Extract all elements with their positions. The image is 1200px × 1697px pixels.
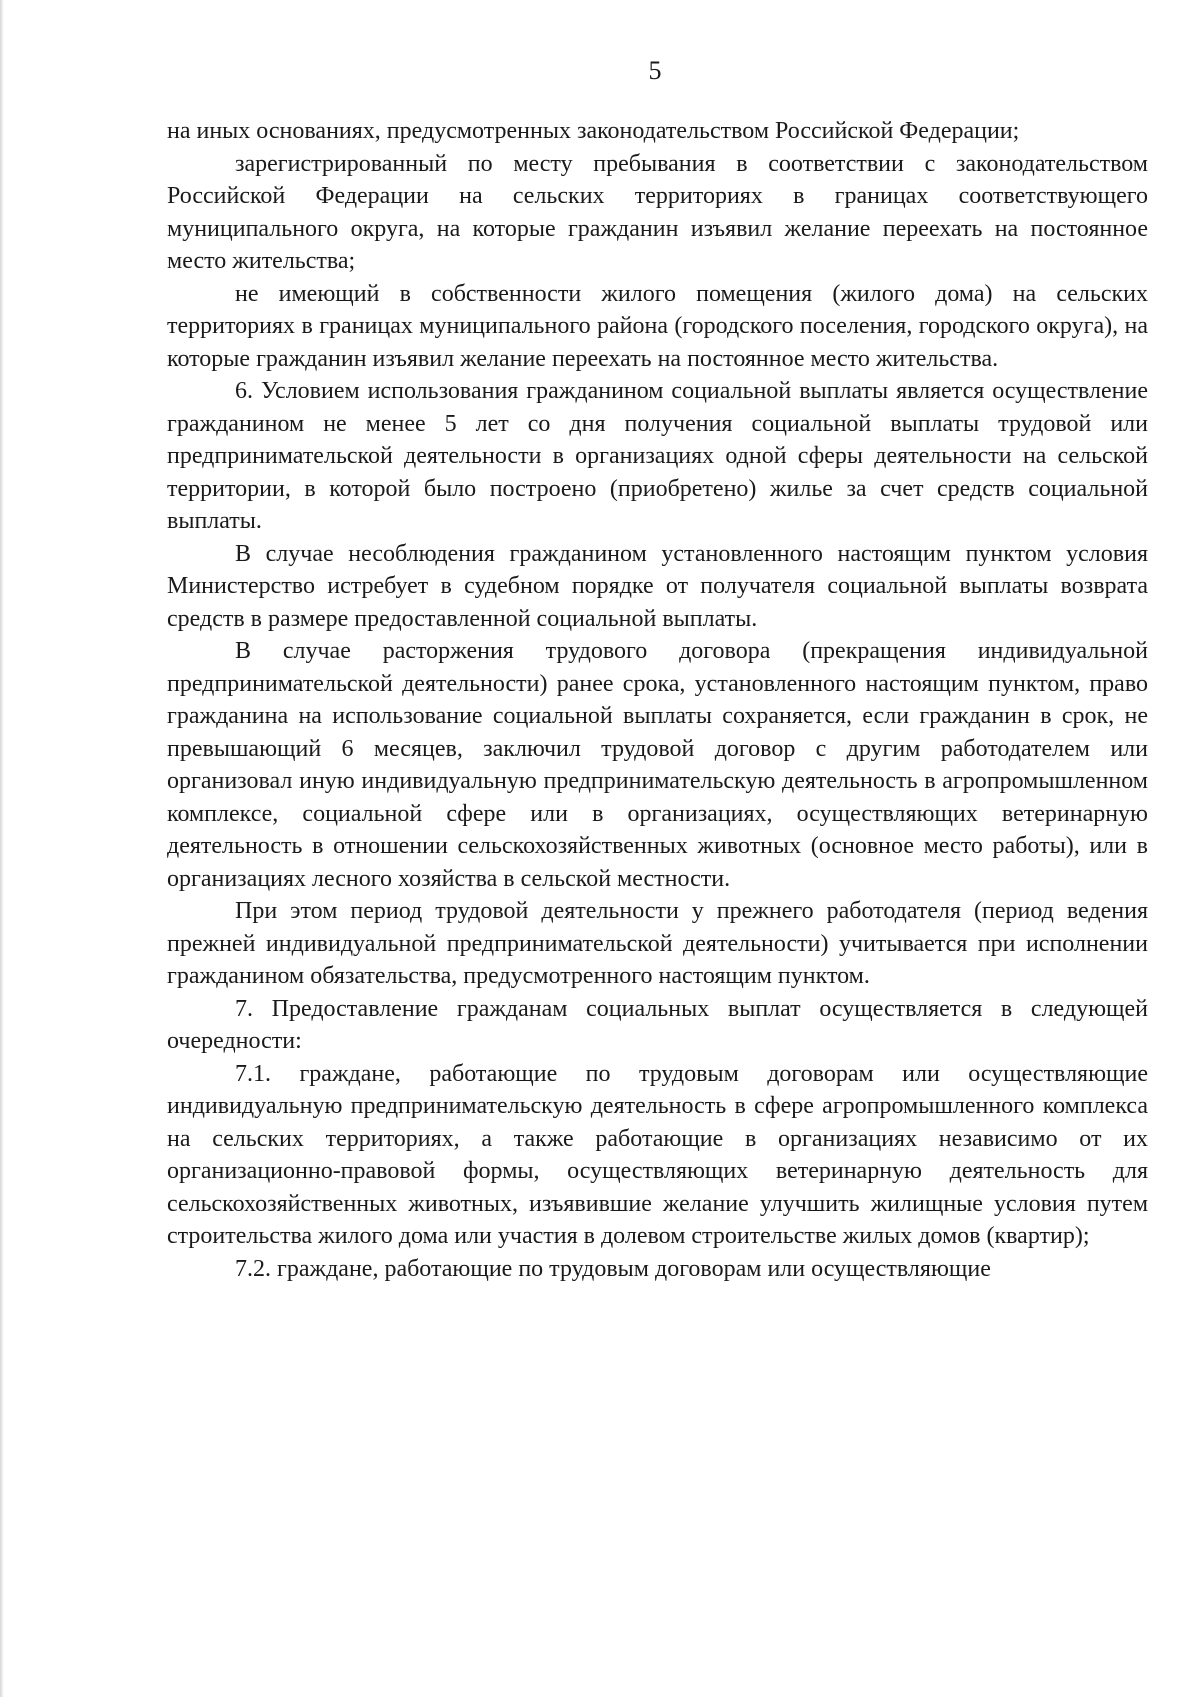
paragraph-previous-employment: При этом период трудовой деятельности у прежнего работодателя (период ведения прежней индивидуальной предпринимательской деятельности) учитывается при исполнении гражданином обязательства, предусмотренного настоящим пунктом.: [167, 898, 1148, 989]
paragraph-clause-7-2: 7.2. граждане, работающие по трудовым договорам или осуществляющие: [235, 1255, 991, 1282]
paragraph-clause-6: 6. Условием использования гражданином социальной выплаты является осуществление гражданином не менее 5 лет со дня получения социальной выплаты трудовой или предпринимательской деятельности в организациях одной сферы деятельности на сельской территории, в которой было построено (приобретено) жилье за счет средств социальной выплаты.: [167, 378, 1148, 534]
paragraph-continuation: на иных основаниях, предусмотренных законодательством Российской Федерации;: [167, 118, 1020, 144]
paragraph-non-compliance: В случае несоблюдения гражданином установленного настоящим пунктом условия Министерство истребует в судебном порядке от получателя социальной выплаты возврата средств в размере предоставленной социальной выплаты.: [167, 540, 1148, 632]
paragraph-contract-termination: В случае расторжения трудового договора (прекращения индивидуальной предпринимательской деятельности) ранее срока, установленного настоящим пунктом, право гражданина на использование социальной выплаты сохраняется, если гражданин в срок, не превышающий 6 месяцев, заключил трудовой договор с другим работодателем или организовал иную индивидуальную предпринимательскую деятельность в агропромышленном комплексе, социальной сфере или в организациях, осуществляющих ветеринарную деятельность в отношении сельскохозяйственных животных (основное место работы), или в организациях лесного хозяйства в сельской местности.: [167, 638, 1148, 892]
paragraph-clause-7: 7. Предоставление гражданам социальных выплат осуществляется в следующей очередности:: [167, 995, 1148, 1054]
paragraph-no-property: не имеющий в собственности жилого помещения (жилого дома) на сельских территориях в границах муниципального района (городского поселения, городского округа), на которые гражданин изъявил желание переехать на постоянное место жительства.: [167, 280, 1148, 372]
paragraph-clause-7-1: 7.1. граждане, работающие по трудовым договорам или осуществляющие индивидуальную предпринимательскую деятельность в сфере агропромышленного комплекса на сельских территориях, а также работающие в организациях независимо от их организационно-правовой формы, осуществляющих ветеринарную деятельность для сельскохозяйственных животных, изъявившие желание улучшить жилищные условия путем строительства жилого дома или участия в долевом строительстве жилых домов (квартир);: [167, 1060, 1148, 1249]
page-number: 5: [648, 56, 662, 85]
page-edge-shadow: [0, 0, 4, 1697]
paragraph-registered-stay: зарегистрированный по месту пребывания в соответствии с законодательством Российской Федерации на сельских территориях в границах соответствующего муниципального округа, на которые гражданин изъявил желание переехать на постоянное место жительства;: [167, 150, 1148, 274]
document-body: [167, 115, 1148, 1285]
